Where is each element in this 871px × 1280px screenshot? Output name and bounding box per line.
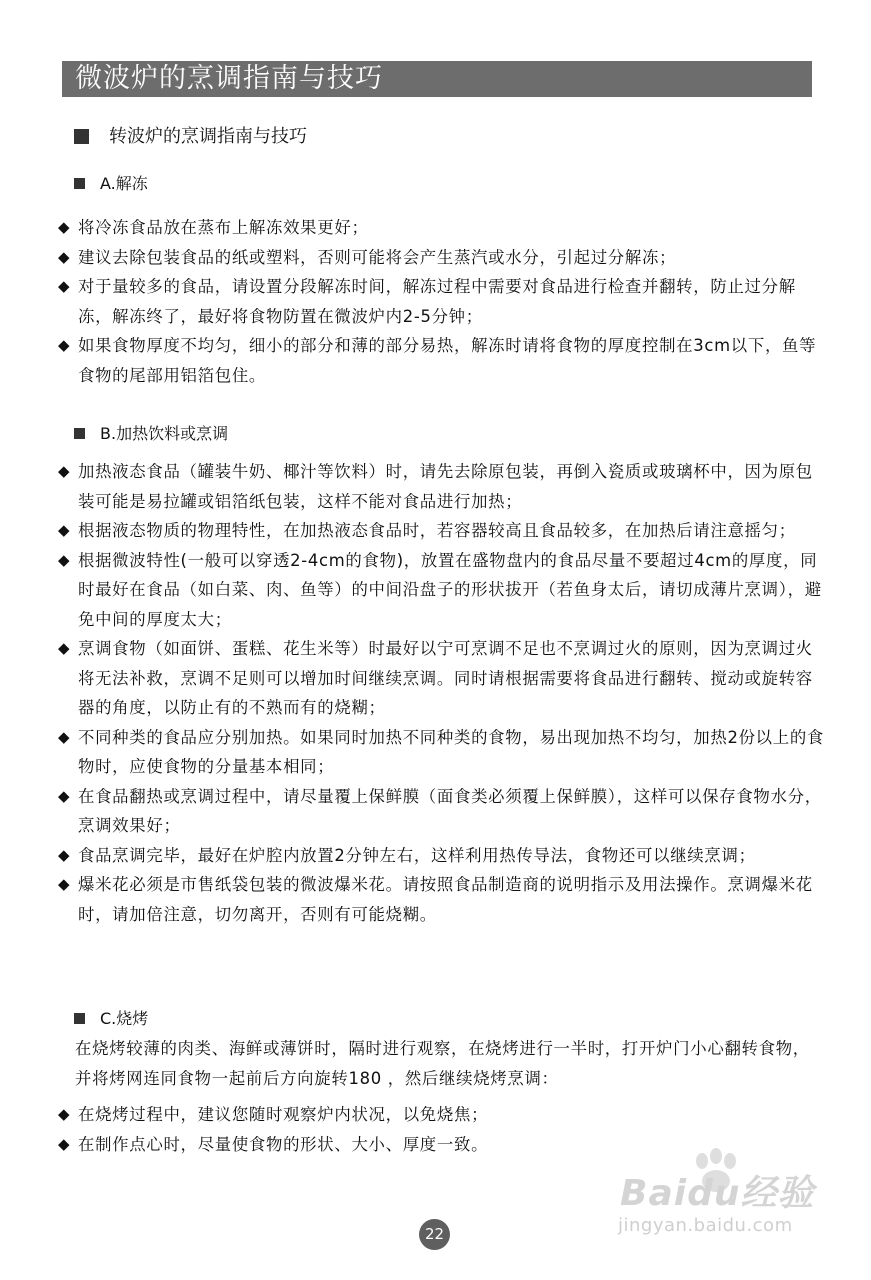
list-item: ◆ 根据液态物质的物理特性，在加热液态食品时，若容器较高且食品较多，在加热后请注意摇匀； — [58, 516, 828, 546]
diamond-bullet-icon: ◆ — [58, 521, 71, 539]
diamond-bullet-icon: ◆ — [58, 247, 71, 266]
section-c-heading-text: C.烧烤 — [100, 1009, 149, 1028]
section-b-heading — [74, 422, 228, 446]
header-title: 微波炉的烹调指南与技巧 — [62, 61, 812, 97]
diamond-bullet-icon: ◆ — [58, 786, 71, 805]
square-bullet-icon — [74, 1013, 85, 1024]
list-item: ◆ 爆米花必须是市售纸袋包装的微波爆米花。请按照食品制造商的说明指示及用法操作。烹调爆米花时，请加倍注意，切勿离开，否则有可能烧糊。 — [58, 870, 828, 929]
page-number: 22 — [419, 1219, 450, 1250]
list-item: ◆ 烹调食物（如面饼、蛋糕、花生米等）时最好以宁可烹调不足也不烹调过火的原则，因为烹调过火将无法补救，烹调不足则可以增加时间继续烹调。同时请根据需要将食品进行翻转、搅动或旋转容器的角度，以防止有的不熟而有的烧糊； — [58, 634, 828, 723]
diamond-bullet-icon: ◆ — [58, 336, 71, 354]
diamond-bullet-icon: ◆ — [58, 639, 71, 657]
diamond-bullet-icon: ◆ — [58, 550, 71, 569]
square-bullet-icon — [74, 428, 85, 439]
diamond-bullet-icon: ◆ — [58, 1105, 71, 1123]
diamond-bullet-icon: ◆ — [58, 218, 71, 236]
list-item: ◆ 建议去除包装食品的纸或塑料，否则可能将会产生蒸汽或水分，引起过分解冻； — [58, 243, 828, 273]
diamond-bullet-icon: ◆ — [58, 727, 71, 746]
list-item: ◆ 在烧烤过程中，建议您随时观察炉内状况，以免烧焦； — [58, 1100, 828, 1130]
diamond-bullet-icon: ◆ — [58, 462, 71, 480]
section-c-intro: 在烧烤较薄的肉类、海鲜或薄饼时，隔时进行观察，在烧烤进行一半时，打开炉门小心翻转食物，并将烤网连同食物一起前后方向旋转180 ，然后继续烧烤烹调： — [75, 1039, 810, 1088]
watermark-url: jingyan.baidu.com — [618, 1215, 793, 1236]
list-item: ◆ 将冷冻食品放在蒸布上解冻效果更好； — [58, 213, 828, 243]
section-c-heading — [74, 1007, 148, 1031]
list-item: ◆ 如果食物厚度不均匀，细小的部分和薄的部分易热，解冻时请将食物的厚度控制在3cm以下，鱼等食物的尾部用铝箔包住。 — [58, 331, 828, 390]
list-item: ◆ 在食品翻热或烹调过程中，请尽量覆上保鲜膜（面食类必须覆上保鲜膜），这样可以保存食物水分，烹调效果好； — [58, 782, 828, 841]
list-item: ◆ 在制作点心时，尽量使食物的形状、大小、厚度一致。 — [58, 1130, 828, 1160]
list-item: ◆ 对于量较多的食品，请设置分段解冻时间，解冻过程中需要对食品进行检查并翻转，防止过分解冻，解冻终了，最好将食物防置在微波炉内2-5分钟； — [58, 272, 828, 331]
diamond-bullet-icon: ◆ — [58, 875, 71, 893]
section-b-heading-text: B.加热饮料或烹调 — [100, 424, 229, 443]
square-bullet-icon — [74, 178, 85, 189]
diamond-bullet-icon: ◆ — [58, 277, 71, 295]
section-title-text: 转波炉的烹调指南与技巧 — [109, 126, 307, 147]
diamond-bullet-icon: ◆ — [58, 1134, 71, 1153]
section-a-heading-text: A.解冻 — [100, 174, 148, 193]
square-bullet-icon — [74, 129, 89, 144]
section-b-list — [58, 457, 828, 929]
list-item: ◆ 根据微波特性(一般可以穿透2-4cm的食物)，放置在盛物盘内的食品尽量不要超过4cm的厚度，同时最好在食品（如白菜、肉、鱼等）的中间沿盘子的形状拔开（若鱼身太后，请切成薄片烹调），避免中间的厚度太大； — [58, 546, 828, 635]
list-item: ◆ 不同种类的食品应分别加热。如果同时加热不同种类的食物，易出现加热不均匀，加热2份以上的食物时，应使食物的分量基本相同； — [58, 723, 828, 782]
list-item: ◆ 食品烹调完毕，最好在炉腔内放置2分钟左右，这样利用热传导法，食物还可以继续烹调； — [58, 841, 828, 871]
watermark-logo: Baidu经验 — [620, 1173, 815, 1214]
list-item: ◆ 加热液态食品（罐装牛奶、椰汁等饮料）时，请先去除原包装，再倒入瓷质或玻璃杯中，因为原包装可能是易拉罐或铝箔纸包装，这样不能对食品进行加热； — [58, 457, 828, 516]
diamond-bullet-icon: ◆ — [58, 845, 71, 864]
section-a-list — [58, 213, 828, 390]
section-title — [74, 124, 307, 150]
section-a-heading — [74, 172, 148, 196]
